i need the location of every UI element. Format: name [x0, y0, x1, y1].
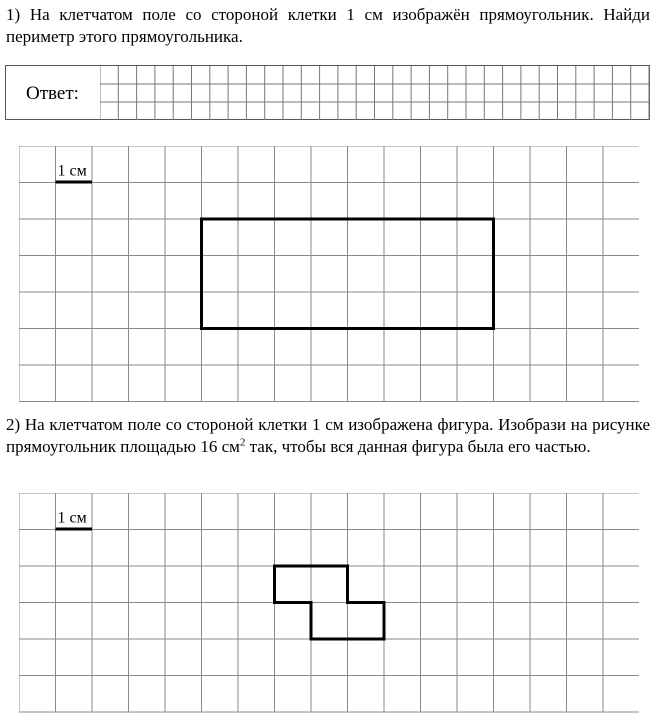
scale-label: 1 см — [57, 162, 87, 180]
answer-label: Ответ: — [26, 83, 79, 104]
task-2-statement: На клетчатом поле со стороной клетки 1 см изображена фигура. Изобрази на рисунке прямоугольник площадью 16 см — [6, 415, 651, 456]
grid-1 — [19, 146, 639, 403]
grid-1-lines — [19, 146, 639, 402]
task-1-statement: На клетчатом поле со стороной клетки 1 см изображён прямоугольник. Найди периметр этого прямоугольника. — [6, 5, 650, 46]
task-2-sup: 2 — [239, 436, 246, 449]
task-1-number: 1) — [6, 5, 21, 24]
grid-2[interactable] — [19, 493, 639, 713]
grid-2-lines — [19, 493, 639, 712]
task-1-text — [6, 4, 650, 48]
scale-label: 1 см — [57, 509, 87, 527]
task-2-statement-end: так, чтобы вся данная фигура была его частью. — [245, 437, 591, 456]
answer-input-grid[interactable] — [100, 66, 650, 120]
task-2-text — [6, 414, 650, 458]
answer-box — [5, 65, 650, 120]
task-2-number: 2) — [6, 415, 21, 434]
